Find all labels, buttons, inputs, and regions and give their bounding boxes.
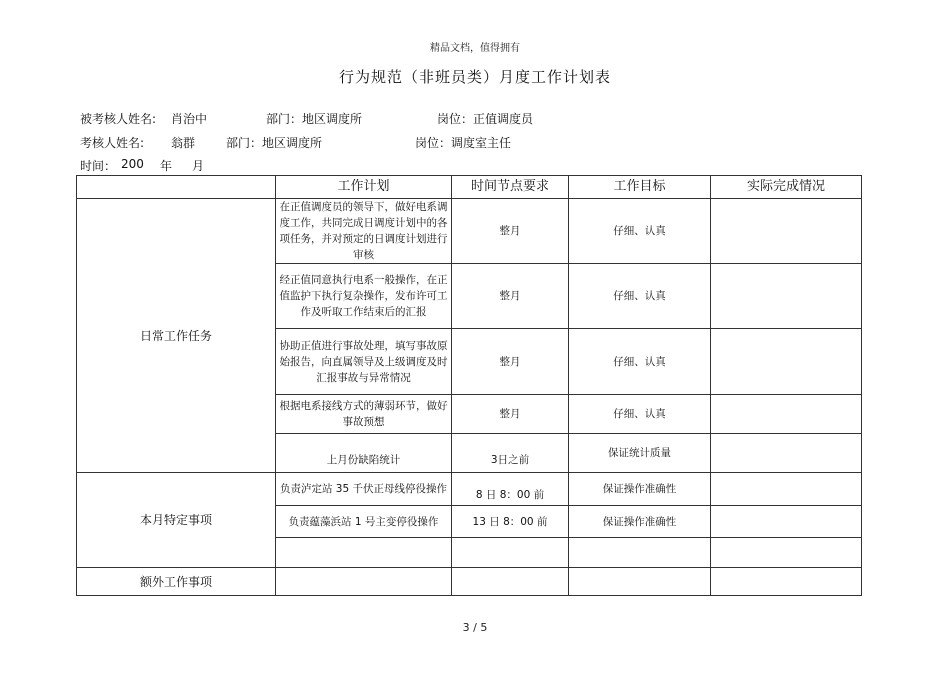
time-cell: 整月 xyxy=(452,395,569,434)
actual-cell xyxy=(711,538,862,568)
actual-cell xyxy=(711,434,862,473)
assessee-name: 肖治中 xyxy=(171,112,208,126)
assessee-dept: 部门：地区调度所 xyxy=(266,112,363,126)
goal-cell: 仔细、认真 xyxy=(569,199,711,264)
time-year-unit: 年 xyxy=(160,159,173,173)
header-goal: 工作目标 xyxy=(569,176,711,199)
actual-cell xyxy=(711,506,862,538)
assessor-post: 岗位：调度室主任 xyxy=(415,136,512,150)
goal-cell xyxy=(569,568,711,596)
work-plan-table xyxy=(76,175,862,596)
actual-cell xyxy=(711,329,862,395)
table-row xyxy=(77,568,862,596)
actual-cell xyxy=(711,199,862,264)
category-extra: 额外工作事项 xyxy=(77,568,276,596)
goal-cell: 保证操作准确性 xyxy=(569,473,711,506)
time-cell: 整月 xyxy=(452,329,569,395)
goal-cell: 保证统计质量 xyxy=(569,434,711,473)
time-cell: 13 日 8：00 前 xyxy=(452,506,569,538)
plan-cell: 负责泸定站 35 千伏正母线停役操作 xyxy=(276,473,452,506)
assessor-dept: 部门：地区调度所 xyxy=(226,136,323,150)
plan-cell: 在正值调度员的领导下，做好电系调度工作，共同完成日调度计划中的各项任务，并对预定的日调度计划进行审核 xyxy=(276,199,452,264)
time-cell: 整月 xyxy=(452,264,569,329)
header-actual: 实际完成情况 xyxy=(711,176,862,199)
plan-cell: 上月份缺陷统计 xyxy=(276,434,452,473)
table-row xyxy=(77,199,862,264)
time-label: 时间： xyxy=(80,159,117,173)
time-cell xyxy=(452,538,569,568)
assessee-post: 岗位：正值调度员 xyxy=(437,112,534,126)
time-cell: 整月 xyxy=(452,199,569,264)
time-month-unit: 月 xyxy=(192,159,205,173)
actual-cell xyxy=(711,264,862,329)
actual-cell xyxy=(711,395,862,434)
goal-cell: 仔细、认真 xyxy=(569,264,711,329)
time-cell: 3日之前 xyxy=(452,434,569,473)
assessor-label: 考核人姓名: xyxy=(80,136,145,150)
goal-cell: 仔细、认真 xyxy=(569,329,711,395)
table-row xyxy=(77,473,862,506)
plan-cell xyxy=(276,538,452,568)
actual-cell xyxy=(711,568,862,596)
header-category xyxy=(77,176,276,199)
plan-cell xyxy=(276,568,452,596)
category-daily: 日常工作任务 xyxy=(77,199,276,473)
assessee-label: 被考核人姓名: xyxy=(80,112,157,126)
document-title: 行为规范（非班员类）月度工作计划表 xyxy=(338,68,611,86)
plan-cell: 经正值同意执行电系一般操作，在正值监护下执行复杂操作，发布许可工作及听取工作结束后的汇报 xyxy=(276,264,452,329)
goal-cell: 仔细、认真 xyxy=(569,395,711,434)
time-cell: 8 日 8：00 前 xyxy=(452,473,569,506)
goal-cell: 保证操作准确性 xyxy=(569,506,711,538)
plan-cell: 协助正值进行事故处理，填写事故原始报告，向直属领导及上级调度及时汇报事故与异常情况 xyxy=(276,329,452,395)
actual-cell xyxy=(711,473,862,506)
category-special: 本月特定事项 xyxy=(77,473,276,568)
goal-cell xyxy=(569,538,711,568)
table-header-row xyxy=(77,176,862,199)
assessor-name: 翁群 xyxy=(171,136,196,150)
page-number: 3 / 5 xyxy=(462,621,488,634)
header-note: 精品文档，值得拥有 xyxy=(430,43,520,54)
plan-cell: 负责蕴藻浜站 1 号主变停役操作 xyxy=(276,506,452,538)
plan-cell: 根据电系接线方式的薄弱环节，做好事故预想 xyxy=(276,395,452,434)
header-time: 时间节点要求 xyxy=(452,176,569,199)
header-plan: 工作计划 xyxy=(276,176,452,199)
time-year: 200 xyxy=(121,157,144,171)
time-cell xyxy=(452,568,569,596)
